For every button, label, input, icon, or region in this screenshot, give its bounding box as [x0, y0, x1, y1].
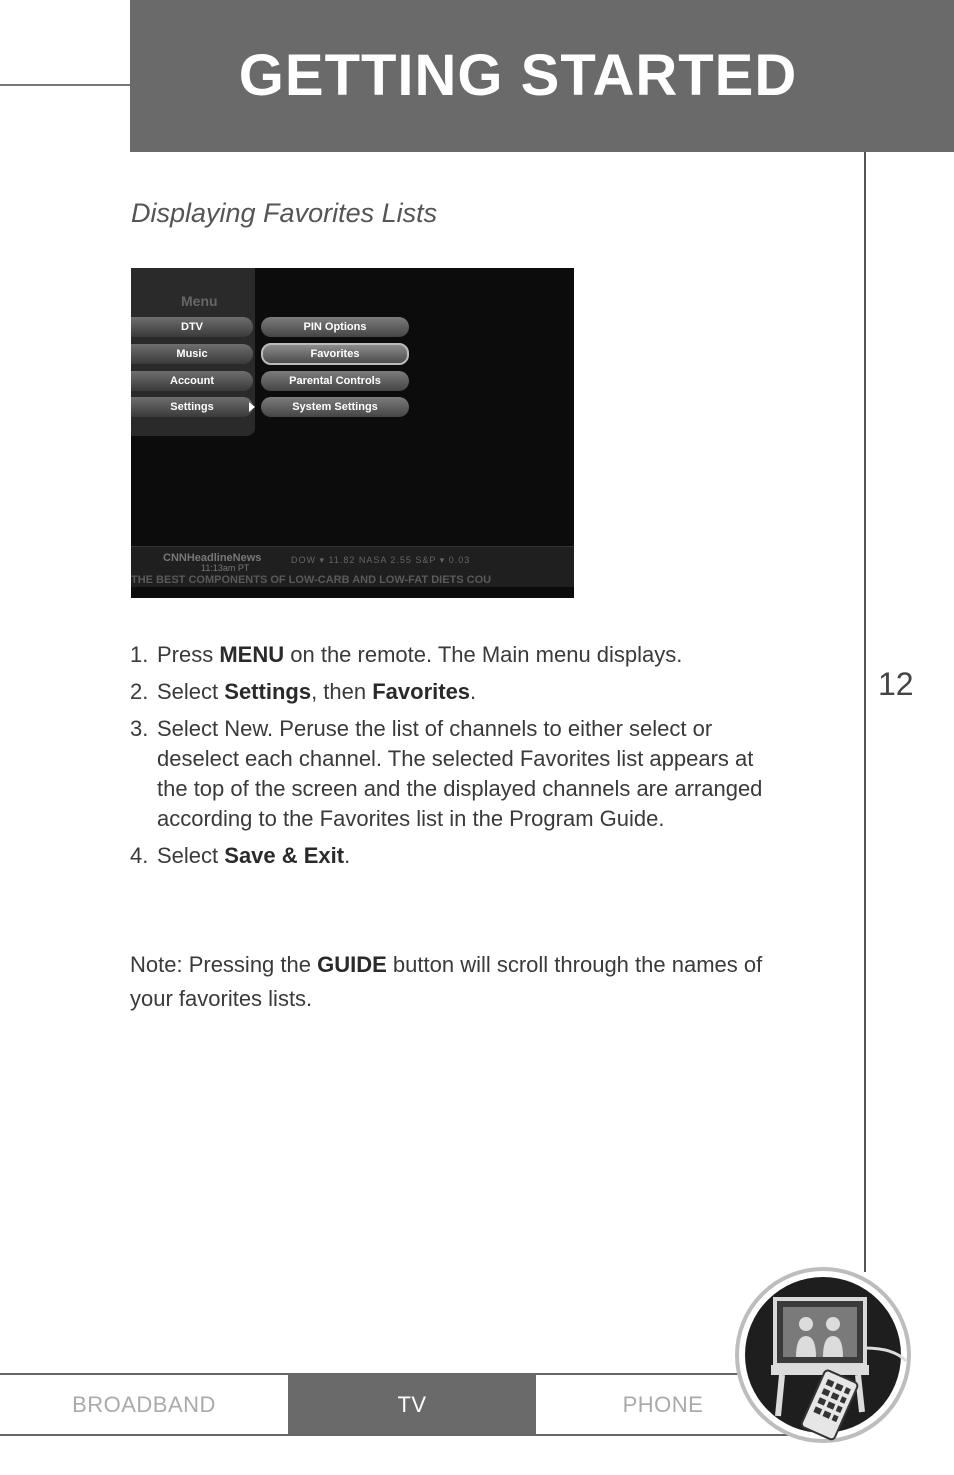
- bold-term: Favorites: [372, 679, 471, 704]
- step-item: [130, 640, 780, 670]
- header-rule-left: [0, 84, 130, 86]
- screenshot-submenu-item: Parental Controls: [261, 371, 409, 391]
- text-run: .: [470, 679, 477, 704]
- screenshot-submenu-item-selected: Favorites: [261, 343, 409, 365]
- screenshot-menu-item: Account: [131, 371, 253, 391]
- bold-term: MENU: [219, 642, 285, 667]
- screenshot-ticker-brand: CNNHeadlineNews: [163, 552, 262, 564]
- page-header: [130, 0, 954, 152]
- instruction-steps: [130, 640, 780, 878]
- text-run: Select New. Peruse the list of channels to either select or deselect each channel. The selected Favorites list appears at the top of the screen and the displayed channels are arranged according to the Favorites list in the Program Guide.: [157, 716, 763, 831]
- screenshot-menu-item: Settings: [131, 397, 253, 417]
- footer-rule-bottom: [0, 1434, 790, 1436]
- text-run: Select: [157, 679, 225, 704]
- text-run: Select: [157, 843, 225, 868]
- note-text: [130, 948, 770, 1016]
- screenshot-ticker-stocks: DOW ▾ 11.82 NASA 2.55 S&P ▾ 0.03: [291, 555, 471, 565]
- page-title: GETTING STARTED: [238, 43, 798, 108]
- page-number: 12: [878, 666, 914, 702]
- margin-rule: [864, 152, 866, 1272]
- bold-term: Save & Exit: [224, 843, 345, 868]
- text-run: button will scroll through the names of your favorites lists.: [130, 952, 763, 1011]
- section-subtitle: Displaying Favorites Lists: [131, 198, 438, 228]
- screenshot-menu-item: Music: [131, 344, 253, 364]
- step-number: 4.: [130, 843, 149, 868]
- screenshot-ticker-time: 11:13am PT: [201, 563, 250, 573]
- step-item: [130, 677, 780, 707]
- screenshot-ticker-crawl: THE BEST COMPONENTS OF LOW-CARB AND LOW-FAT DIETS COU: [131, 574, 492, 586]
- step-item: [130, 841, 780, 871]
- step-item: [130, 714, 780, 834]
- tv-menu-screenshot: [131, 268, 574, 598]
- tab-tv[interactable]: TV: [288, 1375, 536, 1434]
- tab-phone[interactable]: PHONE: [536, 1375, 790, 1434]
- screenshot-submenu-item: PIN Options: [261, 317, 409, 337]
- bold-term: GUIDE: [317, 952, 387, 977]
- step-number: 3.: [130, 716, 149, 741]
- text-run: Note: Pressing the: [130, 952, 318, 977]
- text-run: on the remote. The Main menu displays.: [284, 642, 683, 667]
- tv-remote-icon: [734, 1266, 912, 1444]
- screenshot-submenu-arrow-icon: [249, 402, 255, 412]
- bold-term: Settings: [224, 679, 312, 704]
- screenshot-menu-item: DTV: [131, 317, 253, 337]
- text-run: , then: [311, 679, 373, 704]
- step-number: 1.: [130, 642, 149, 667]
- text-run: Press: [157, 642, 220, 667]
- screenshot-menu-title: Menu: [181, 293, 218, 309]
- tab-broadband[interactable]: BROADBAND: [0, 1375, 288, 1434]
- step-number: 2.: [130, 679, 149, 704]
- screenshot-submenu-item: System Settings: [261, 397, 409, 417]
- text-run: .: [344, 843, 351, 868]
